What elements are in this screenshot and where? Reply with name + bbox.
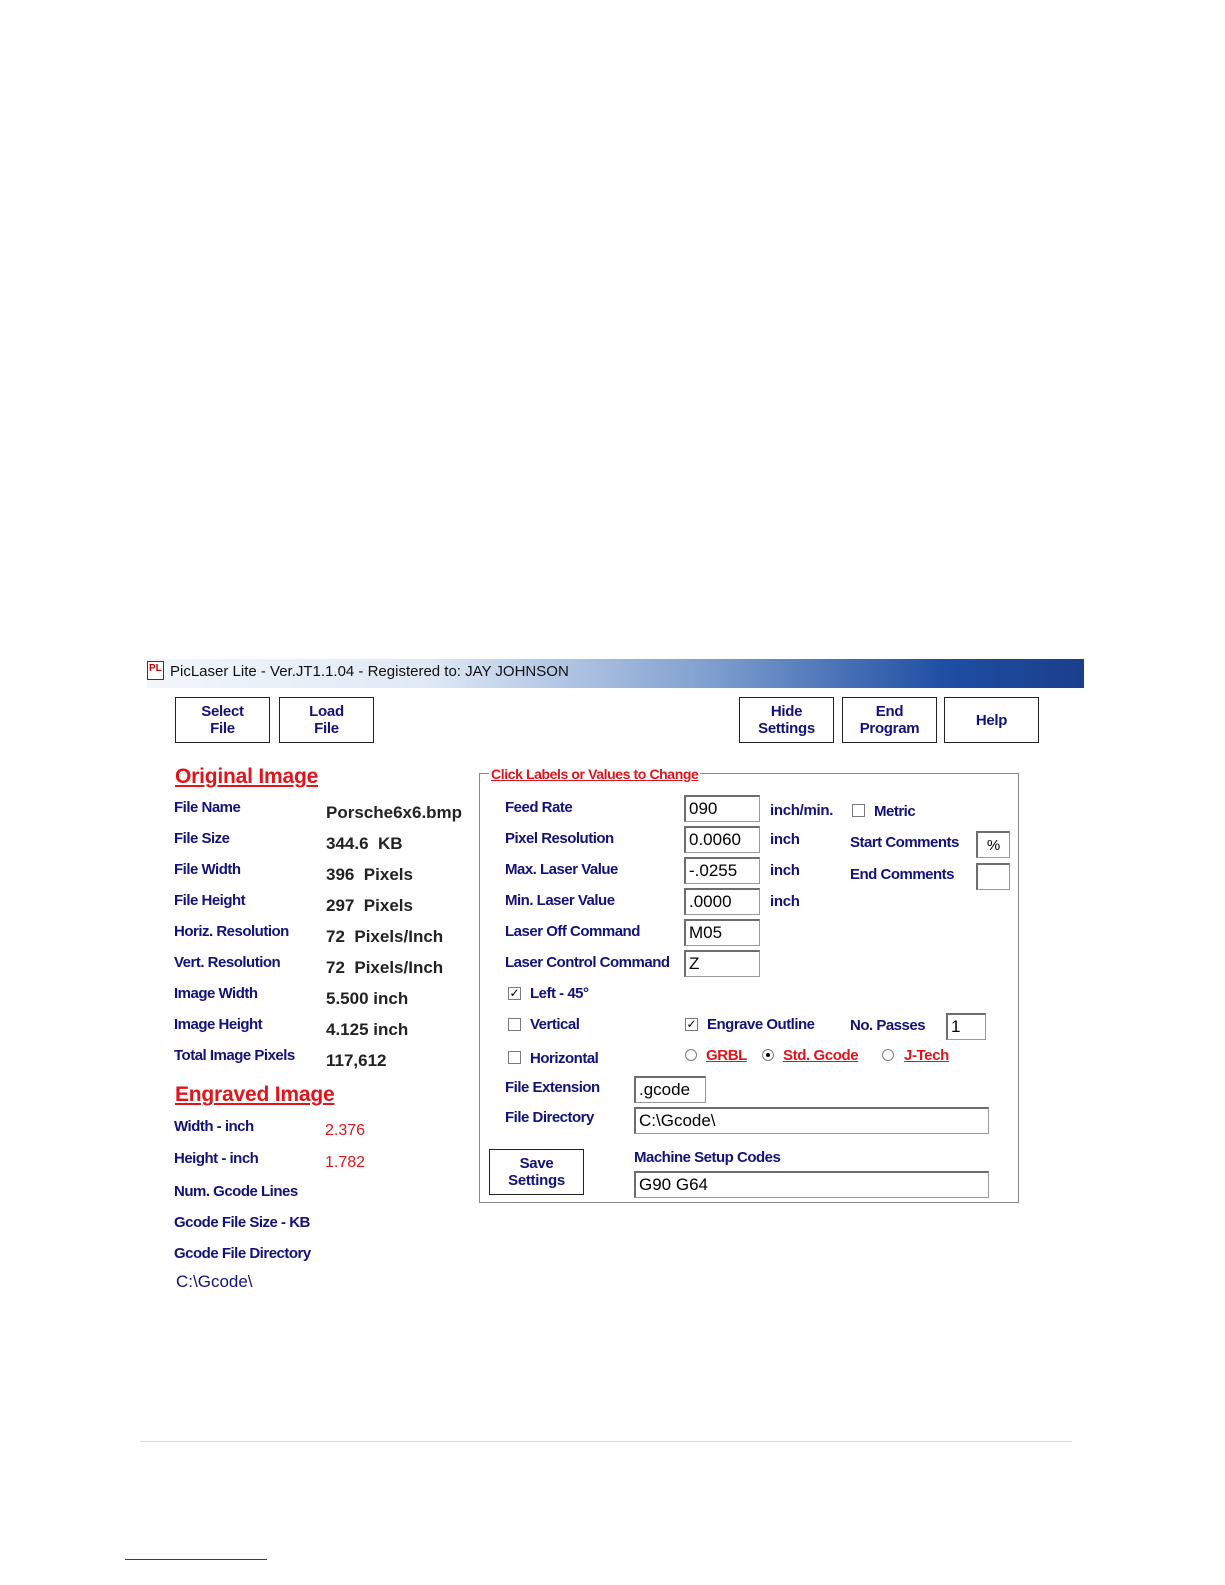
horiz-resolution-value: 72 Pixels/Inch [326, 927, 444, 946]
save-settings-button[interactable]: Save Settings [489, 1149, 584, 1195]
start-comments-label[interactable]: Start Comments [850, 834, 959, 851]
gcode-dir-label: Gcode File Directory [174, 1245, 311, 1262]
image-width-value: 5.500 inch [326, 989, 409, 1008]
page-divider [140, 1441, 1072, 1442]
engraved-image-title: Engraved Image [175, 1083, 335, 1106]
gcode-size-label: Gcode File Size - KB [174, 1214, 310, 1231]
file-size-value: 344.6 KB [326, 834, 403, 853]
total-pixels-value: 117,612 [326, 1051, 387, 1070]
engraved-height-label[interactable]: Height - inch [174, 1150, 259, 1167]
image-height-value: 4.125 inch [326, 1020, 409, 1039]
passes-label[interactable]: No. Passes [850, 1017, 926, 1034]
file-size-label[interactable]: File Size [174, 830, 230, 847]
image-height-label[interactable]: Image Height [174, 1016, 263, 1033]
file-width-label[interactable]: File Width [174, 861, 241, 878]
laser-control-input[interactable] [684, 950, 760, 977]
metric-checkbox[interactable] [852, 804, 865, 817]
left45-label[interactable]: Left - 45° [530, 985, 589, 1002]
file-extension-input[interactable] [634, 1076, 706, 1103]
vertical-checkbox[interactable] [508, 1018, 521, 1031]
file-height-label[interactable]: File Height [174, 892, 246, 909]
original-image-title: Original Image [175, 765, 319, 788]
max-laser-unit: inch [770, 862, 800, 879]
left45-checkbox[interactable]: ✓ [509, 986, 520, 1000]
total-pixels-label[interactable]: Total Image Pixels [174, 1047, 295, 1064]
jtech-radio[interactable] [882, 1049, 894, 1061]
start-comments-input[interactable] [976, 831, 1010, 858]
load-file-button[interactable]: Load File [279, 697, 374, 743]
engraved-width-label[interactable]: Width - inch [174, 1118, 254, 1135]
gcode-lines-label: Num. Gcode Lines [174, 1183, 298, 1200]
feed-rate-input[interactable] [684, 795, 760, 822]
grbl-radio[interactable] [685, 1049, 697, 1061]
laser-off-input[interactable] [684, 919, 760, 946]
gcode-dir-value: C:\Gcode\ [176, 1272, 253, 1291]
footnote-rule [125, 1559, 267, 1560]
app-icon: PL [147, 661, 164, 680]
passes-input[interactable] [946, 1013, 986, 1040]
pixel-resolution-unit: inch [770, 831, 800, 848]
hide-settings-button[interactable]: Hide Settings [739, 697, 834, 743]
max-laser-label[interactable]: Max. Laser Value [505, 861, 618, 878]
horiz-resolution-label[interactable]: Horiz. Resolution [174, 923, 289, 940]
vert-resolution-label[interactable]: Vert. Resolution [174, 954, 281, 971]
min-laser-unit: inch [770, 893, 800, 910]
settings-caption: Click Labels or Values to Change [491, 766, 699, 782]
image-width-label[interactable]: Image Width [174, 985, 258, 1002]
grbl-radio-label[interactable]: GRBL [706, 1047, 747, 1064]
pixel-resolution-input[interactable] [684, 826, 760, 853]
machine-setup-input[interactable] [634, 1171, 989, 1198]
engraved-height-value[interactable]: 1.782 [325, 1154, 366, 1171]
end-comments-label[interactable]: End Comments [850, 866, 955, 883]
pixel-resolution-label[interactable]: Pixel Resolution [505, 830, 614, 847]
machine-setup-label[interactable]: Machine Setup Codes [634, 1149, 781, 1166]
file-height-value: 297 Pixels [326, 896, 413, 915]
help-button[interactable]: Help [944, 697, 1039, 743]
app-window [147, 659, 1084, 1319]
horizontal-label[interactable]: Horizontal [530, 1050, 599, 1067]
vert-resolution-value: 72 Pixels/Inch [326, 958, 444, 977]
feed-rate-unit: inch/min. [770, 802, 834, 819]
max-laser-input[interactable] [684, 857, 760, 884]
file-directory-label[interactable]: File Directory [505, 1109, 594, 1126]
engraved-width-value[interactable]: 2.376 [325, 1122, 366, 1139]
metric-label[interactable]: Metric [874, 803, 916, 820]
min-laser-label[interactable]: Min. Laser Value [505, 892, 615, 909]
vertical-label[interactable]: Vertical [530, 1016, 580, 1033]
horizontal-checkbox[interactable] [508, 1051, 521, 1064]
engrave-outline-label[interactable]: Engrave Outline [707, 1016, 815, 1033]
window-title: PicLaser Lite - Ver.JT1.1.04 - Registered to: JAY JOHNSON [170, 663, 569, 680]
file-name-label[interactable]: File Name [174, 799, 241, 816]
laser-off-label[interactable]: Laser Off Command [505, 923, 640, 940]
feed-rate-label[interactable]: Feed Rate [505, 799, 573, 816]
engrave-outline-checkbox[interactable]: ✓ [686, 1017, 697, 1031]
file-name-value: Porsche6x6.bmp [326, 803, 463, 822]
std-gcode-radio[interactable] [762, 1049, 774, 1061]
select-file-button[interactable]: Select File [175, 697, 270, 743]
laser-control-label[interactable]: Laser Control Command [505, 954, 670, 971]
file-width-value: 396 Pixels [326, 865, 413, 884]
end-comments-input[interactable] [976, 863, 1010, 890]
min-laser-input[interactable] [684, 888, 760, 915]
title-bar[interactable] [147, 659, 1084, 688]
file-directory-input[interactable] [634, 1107, 989, 1134]
jtech-radio-label[interactable]: J-Tech [904, 1047, 949, 1064]
end-program-button[interactable]: End Program [842, 697, 937, 743]
std-gcode-radio-label[interactable]: Std. Gcode [783, 1047, 859, 1064]
file-extension-label[interactable]: File Extension [505, 1079, 600, 1096]
